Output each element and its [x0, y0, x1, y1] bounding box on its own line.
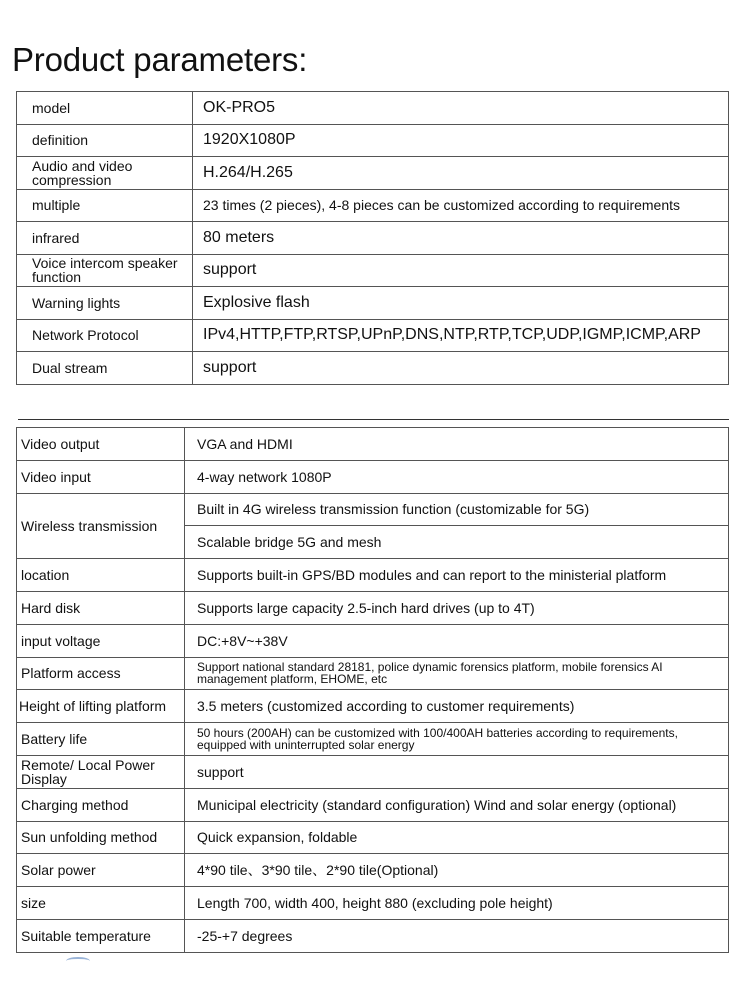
- table-row: [17, 723, 729, 756]
- param-label: Audio and video compression: [17, 157, 193, 190]
- param-label: Dual stream: [17, 352, 193, 385]
- table-row: [17, 559, 729, 592]
- param-value: Scalable bridge 5G and mesh: [185, 526, 729, 559]
- param-value: DC:+8V~+38V: [185, 624, 729, 657]
- decorative-mark: [66, 957, 90, 965]
- param-label: Sun unfolding method: [17, 821, 185, 854]
- param-label: input voltage: [17, 624, 185, 657]
- param-value: Municipal electricity (standard configuration) Wind and solar energy (optional): [185, 788, 729, 821]
- param-label: Video output: [17, 428, 185, 461]
- parameters-table-primary: [16, 91, 729, 385]
- table-row: [17, 690, 729, 723]
- table-row: [17, 222, 729, 255]
- table-row: [17, 287, 729, 320]
- table-row: [17, 854, 729, 887]
- param-value: 3.5 meters (customized according to customer requirements): [185, 690, 729, 723]
- param-label: Solar power: [17, 854, 185, 887]
- param-label: Video input: [17, 460, 185, 493]
- table-row: [17, 788, 729, 821]
- param-value: support: [193, 254, 729, 287]
- table-row: [17, 919, 729, 952]
- param-value: OK-PRO5: [193, 92, 729, 125]
- param-value: Explosive flash: [193, 287, 729, 320]
- table-row: [17, 157, 729, 190]
- param-value: -25-+7 degrees: [185, 919, 729, 952]
- param-label: Platform access: [17, 657, 185, 690]
- param-value: H.264/H.265: [193, 157, 729, 190]
- param-value: Support national standard 28181, police dynamic forensics platform, mobile forensics AI management platform, EHOME, etc: [185, 657, 729, 690]
- param-value: Quick expansion, foldable: [185, 821, 729, 854]
- param-value: Supports built-in GPS/BD modules and can report to the ministerial platform: [185, 559, 729, 592]
- param-label: size: [17, 887, 185, 920]
- param-label: Suitable temperature: [17, 919, 185, 952]
- table-row: [17, 591, 729, 624]
- param-label: model: [17, 92, 193, 125]
- page-title: Product parameters:: [12, 41, 308, 78]
- param-label: Wireless transmission: [17, 493, 185, 559]
- param-label: infrared: [17, 222, 193, 255]
- param-value: 1920X1080P: [193, 124, 729, 157]
- table-row: [17, 189, 729, 222]
- param-label: Remote/ Local Power Display: [17, 755, 185, 788]
- param-label: definition: [17, 124, 193, 157]
- param-value: 23 times (2 pieces), 4-8 pieces can be customized according to requirements: [193, 189, 729, 222]
- table-row: [17, 428, 729, 461]
- param-label: Hard disk: [17, 591, 185, 624]
- table-row: [17, 92, 729, 125]
- param-value: 4-way network 1080P: [185, 460, 729, 493]
- table-row: [17, 755, 729, 788]
- param-value: Supports large capacity 2.5-inch hard drives (up to 4T): [185, 591, 729, 624]
- table-row: [17, 493, 729, 526]
- table-row: [17, 821, 729, 854]
- param-value: 50 hours (200AH) can be customized with 100/400AH batteries according to requirements, equipped with uninterrupted solar energy: [185, 723, 729, 756]
- param-value: 4*90 tile、3*90 tile、2*90 tile(Optional): [185, 854, 729, 887]
- param-label: Height of lifting platform: [17, 690, 185, 723]
- param-label: Network Protocol: [17, 319, 193, 352]
- param-label: Charging method: [17, 788, 185, 821]
- param-label: multiple: [17, 189, 193, 222]
- param-label: location: [17, 559, 185, 592]
- param-value: 80 meters: [193, 222, 729, 255]
- param-value: VGA and HDMI: [185, 428, 729, 461]
- table-row: [17, 254, 729, 287]
- table-row: [17, 460, 729, 493]
- param-value: Length 700, width 400, height 880 (excluding pole height): [185, 887, 729, 920]
- param-label: Battery life: [17, 723, 185, 756]
- param-value: support: [185, 755, 729, 788]
- param-label: Voice intercom speaker function: [17, 254, 193, 287]
- table-row: [17, 319, 729, 352]
- table-row: [17, 124, 729, 157]
- table-row: [17, 624, 729, 657]
- param-value: IPv4,HTTP,FTP,RTSP,UPnP,DNS,NTP,RTP,TCP,UDP,IGMP,ICMP,ARP: [193, 319, 729, 352]
- param-value: Built in 4G wireless transmission function (customizable for 5G): [185, 493, 729, 526]
- param-label: Warning lights: [17, 287, 193, 320]
- table-row: [17, 352, 729, 385]
- table-row: [17, 887, 729, 920]
- section-divider: [18, 419, 729, 420]
- parameters-table-secondary: [16, 427, 729, 953]
- param-value: support: [193, 352, 729, 385]
- table-row: [17, 657, 729, 690]
